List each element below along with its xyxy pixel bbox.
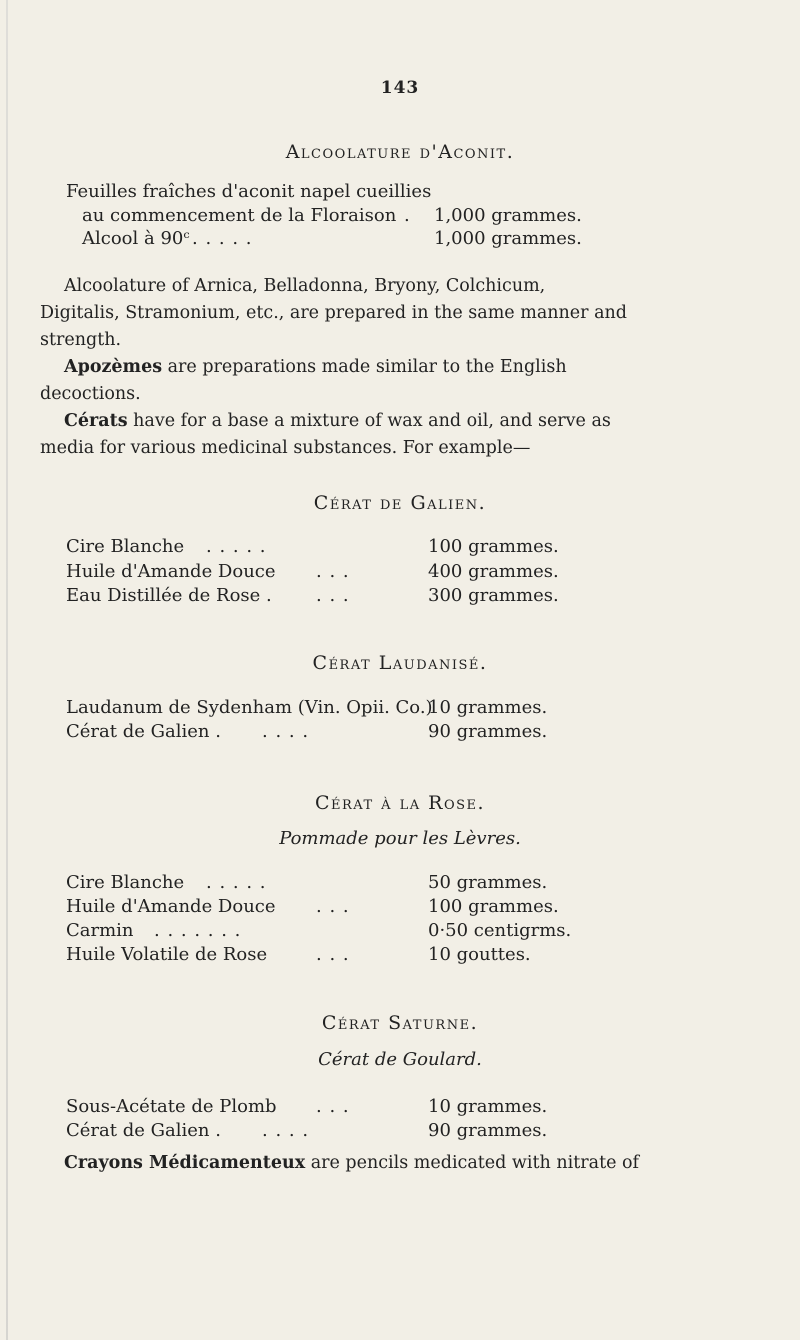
term-apozemes: Apozèmes <box>64 357 163 377</box>
text-line: media for various medicinal substances. For example— <box>40 438 531 458</box>
leader-dots: . . . <box>316 896 350 917</box>
ingredient-quantity: 10 grammes. <box>428 1096 548 1117</box>
ingredient-quantity: 90 grammes. <box>428 721 548 742</box>
leader-dots: . . . . . <box>192 228 253 249</box>
ingredient-label: Cérat de Galien . <box>66 721 221 742</box>
subheading-saturne: Cérat de Goulard. <box>318 1049 482 1070</box>
heading-saturne: Cérat Saturne. <box>321 1012 479 1034</box>
ingredient-label: Eau Distillée de Rose . <box>66 585 272 606</box>
text-line: are pencils medicated with nitrate of <box>305 1153 640 1173</box>
text-line: are preparations made similar to the English <box>162 357 567 377</box>
term-crayons: Crayons Médicamenteux <box>64 1153 306 1173</box>
ingredient-label: Huile Volatile de Rose <box>66 944 268 965</box>
ingredient-quantity: 90 grammes. <box>428 1120 548 1141</box>
subheading-rose: Pommade pour les Lèvres. <box>279 828 521 849</box>
ingredient-label: Cérat de Galien . <box>66 1120 221 1141</box>
ingredient-label: Feuilles fraîches d'aconit napel cueillies <box>66 181 432 202</box>
ingredient-quantity: 50 grammes. <box>428 872 548 893</box>
ingredient-quantity: 100 grammes. <box>428 896 559 917</box>
text-line: Digitalis, Stramonium, etc., are prepared in the same manner and <box>40 303 627 323</box>
text-line: strength. <box>40 330 122 350</box>
ingredient-quantity: 300 grammes. <box>428 585 559 606</box>
leader-dots: . . . <box>316 561 350 582</box>
leader-dots: . . . . . <box>206 872 267 893</box>
leader-dots: . . . <box>316 1096 350 1117</box>
leader-dots: . . . . <box>262 1120 310 1141</box>
ingredient-quantity: 10 grammes. <box>428 697 548 718</box>
heading-rose: Cérat à la Rose. <box>314 792 486 814</box>
ingredient-label: Cire Blanche <box>66 536 185 557</box>
ingredient-label: Huile d'Amande Douce <box>66 561 276 582</box>
leader-dots: . . . . . <box>206 536 267 557</box>
ingredient-label: Laudanum de Sydenham (Vin. Opii. Co.) <box>66 697 433 718</box>
page-number: 143 <box>380 78 420 98</box>
paragraph-cerats <box>40 408 740 462</box>
paragraph-alcoolature <box>40 273 740 354</box>
ingredient-quantity: 0·50 centigrms. <box>428 920 572 941</box>
ingredient-quantity: 400 grammes. <box>428 561 559 582</box>
heading-galien: Cérat de Galien. <box>313 492 487 514</box>
leader-dots: . . . . <box>262 721 310 742</box>
heading-aconit: Alcoolature d'Aconit. <box>285 141 515 163</box>
leader-dots: . . . <box>316 944 350 965</box>
ingredient-quantity: 100 grammes. <box>428 536 559 557</box>
heading-laudanise: Cérat Laudanisé. <box>312 652 488 674</box>
ingredient-label: au commencement de la Floraison <box>82 205 397 226</box>
leader-dots: . <box>404 205 411 226</box>
ingredient-quantity: 1,000 grammes. <box>434 228 582 249</box>
ingredient-quantity: 10 gouttes. <box>428 944 531 965</box>
text-line: Alcoolature of Arnica, Belladonna, Bryony, Colchicum, <box>64 276 546 296</box>
ingredient-label: Sous-Acétate de Plomb <box>66 1096 277 1117</box>
ingredient-label: Carmin <box>66 920 134 941</box>
term-cerats: Cérats <box>64 411 128 431</box>
ingredient-label: Huile d'Amande Douce <box>66 896 276 917</box>
ingredient-label: Alcool à 90ᶜ <box>82 228 190 249</box>
text-line: have for a base a mixture of wax and oil, and serve as <box>127 411 611 431</box>
leader-dots: . . . . . . . <box>154 920 242 941</box>
paragraph-apozemes <box>40 354 740 408</box>
leader-dots: . . . <box>316 585 350 606</box>
ingredient-quantity: 1,000 grammes. <box>434 205 582 226</box>
paragraph-crayons <box>40 1150 760 1177</box>
text-line: decoctions. <box>40 384 141 404</box>
ingredient-label: Cire Blanche <box>66 872 185 893</box>
